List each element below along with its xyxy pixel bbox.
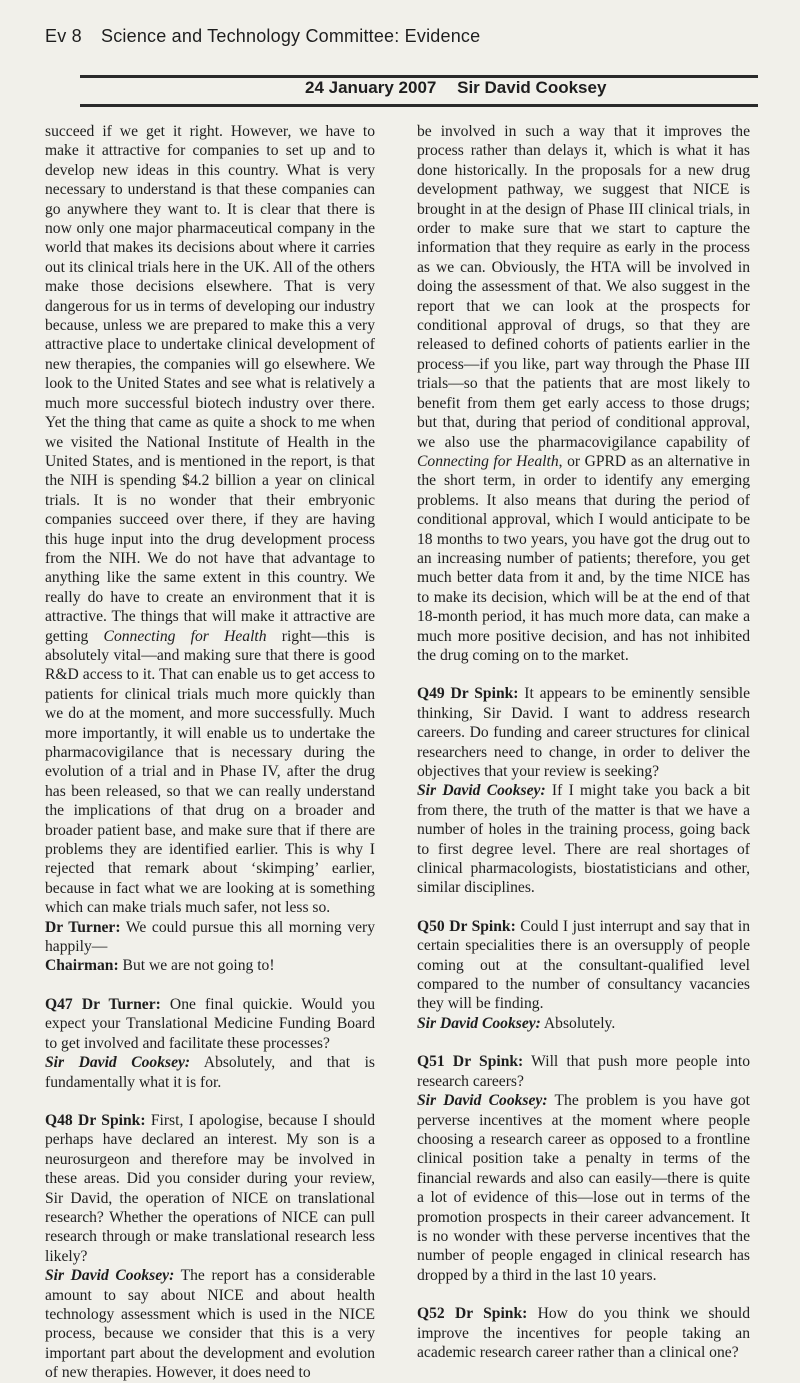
speaker-label: Q47 Dr Turner:	[45, 995, 161, 1013]
text: Absolutely, and that is fundamentally what it is for.	[45, 1054, 376, 1091]
text: First, I apologise, because I should perhaps have declared an interest. My son is a neurosurgeon and therefore may be involved in these areas. Did you consider during your review, Sir David, the operation of NICE on translational research? Whether the operations of NICE can pull research through or make translational research less likely?	[45, 1111, 375, 1265]
text: But we are not going to!	[118, 957, 275, 975]
answer-48	[45, 1266, 375, 1382]
speaker-label: Q52 Dr Spink:	[417, 1305, 528, 1323]
text: If I might take you back a bit from there, the truth of the matter is that we have a number of holes in the training process, going back to first degree level. There are real shortages of clinical pharmacologists, biostatisticians and other, similar disciplines.	[417, 782, 751, 897]
text: How do you think we should improve the incentives for people taking an academic research career rather than a clinical one?	[417, 1305, 750, 1361]
page-reference: Ev 8	[45, 26, 82, 46]
text: The problem is you have got perverse incentives at the moment where people choosing a research career as opposed to a frontline clinical position take a penalty in terms of the financial rewards and also can easily—there is quite a lot of evidence of this—lose out in terms of the promotion prospects in their career advancement. It is no wonder with these perverse incentives that the number of people engaged in clinical research has dropped by a third in the last 10 years.	[417, 1092, 750, 1284]
session-date: 24 January 2007	[305, 78, 437, 97]
text: be involved in such a way that it improves the process rather than delays it, which is what it has done historically. In the proposals for a new drug development pathway, we suggest that NICE is brought in at the design of Phase III clinical trials, in order to make sure that we start to capture the information that they require as early in the process as we can. Obviously, the HTA will be involved in doing the assessment of that. We also suggest in the report that we can look at the prospects for conditional approval of drugs, so that they are released to defined cohorts of patients earlier in the process—if you like, part way through the Phase III trials—so that the patients that are most likely to benefit from them get early access to those drugs; but that, during that period of conditional approval, we also use the pharmacovigilance capability of	[417, 123, 750, 451]
text: The report has a considerable amount to say about NICE and about health technology assessment which is used in the NICE process, because we consider that this is a very important part about the development and evolution of new therapies. However, it does need to	[45, 1267, 375, 1382]
speaker-label: Sir David Cooksey:	[45, 1054, 191, 1072]
answer-50	[417, 1014, 750, 1033]
right-column	[417, 122, 750, 1362]
publication-title: Science and Technology Committee: Evidence	[101, 26, 481, 46]
question-49	[417, 684, 750, 781]
text: We could pursue this all morning very happily—	[45, 918, 375, 956]
speaker-label: Dr Turner:	[45, 918, 121, 936]
witness-name: Sir David Cooksey	[457, 78, 607, 97]
answer-51	[417, 1091, 750, 1285]
speaker-label: Sir David Cooksey:	[417, 1092, 548, 1110]
emphasis-text: Connecting for Health	[417, 452, 559, 470]
speaker-label: Sir David Cooksey:	[417, 1014, 541, 1032]
question-48	[45, 1111, 375, 1266]
session-header	[305, 78, 606, 98]
speaker-label: Q49 Dr Spink:	[417, 685, 519, 703]
answer-47	[45, 1053, 375, 1092]
paragraph	[45, 918, 375, 957]
question-50	[417, 917, 750, 1014]
paragraph	[45, 956, 375, 975]
running-header	[45, 26, 480, 47]
speaker-label: Chairman:	[45, 957, 119, 975]
text: , or GPRD as an alternative in the short term, in order to identify any emerging problems. It also means that during the period of conditional approval, which I would anticipate to be 18 months to two years, you have got the drug out to an increasing number of patients; therefore, you get much better data from it and, by the time NICE has to make its decision, which will be at the end of that 18-month period, it has much more data, can make a much more positive decision, and has not inhibited the drug coming on to the market.	[417, 452, 750, 664]
speaker-label: Sir David Cooksey:	[45, 1267, 175, 1285]
left-column	[45, 122, 375, 1383]
speaker-label: Sir David Cooksey:	[417, 782, 546, 800]
text: One final quickie. Would you expect your Translational Medicine Funding Board to get involved and facilitate these processes?	[45, 995, 375, 1052]
speaker-label: Q51 Dr Spink:	[417, 1053, 524, 1071]
text: Could I just interrupt and say that in certain specialities there is an oversupply of people coming out at the consultant-qualified level compared to the number of consultancy vacancies they will be finding.	[417, 917, 751, 1013]
header-rule-bottom	[80, 104, 758, 107]
text: Absolutely.	[540, 1014, 616, 1032]
text: right—this is absolutely vital—and making sure that there is good R&D access to it. That can enable us to get access to patients for clinical trials much more quickly than we do at the moment, and more successfully. Much more importantly, it will enable us to undertake the pharmacovigilance that is necessary during the evolution of a trial and in Phase IV, after the drug has been released, so that we can really understand the implications of that drug on a broader and broader patient base, and make sure that if there are problems they are identified earlier. This is why I rejected that remark about ‘skimping’ earlier, because in fact what we are looking at is something which can make trials much safer, not less so.	[45, 627, 375, 917]
speaker-label: Q50 Dr Spink:	[417, 917, 516, 935]
emphasis-text: Connecting for Health	[103, 627, 267, 645]
text: It appears to be eminently sensible thinking, Sir David. I want to address research careers. Do funding and career structures for clinical researchers need to change, in order to deliver the objectives that your review is seeking?	[417, 685, 750, 780]
text: succeed if we get it right. However, we have to make it attractive for companies to set up and to develop new ideas in this country. What is very necessary to understand is that these companies can go anywhere they want to. It is clear that there is now only one major pharmaceutical company in the world that makes its decisions about where it carries out its clinical trials here in the UK. All of the others make those decisions elsewhere. That is very dangerous for us in terms of developing our industry because, unless we are prepared to make this a very attractive place to undertake clinical development of new therapies, the companies will go elsewhere. We look to the United States and see what is relatively a much more successful biotech industry over there. Yet the thing that came as quite a shock to me when we visited the National Institute of Health in the United States, and is mentioned in the report, is that the NIH is spending $4.2 billion a year on clinical trials. It is no wonder that their embryonic companies succeed over there, if they are having this huge input into the drug development process from the NIH. We do not have that advantage to anything like the same extent in this country. We really do have to create an environment that it is attractive. The things that will make it attractive are getting	[45, 123, 375, 645]
answer-49	[417, 781, 750, 897]
paragraph	[417, 122, 750, 665]
question-51	[417, 1052, 750, 1091]
question-52	[417, 1304, 750, 1362]
paragraph	[45, 122, 375, 918]
question-47	[45, 995, 375, 1053]
speaker-label: Q48 Dr Spink:	[45, 1111, 146, 1129]
text: Will that push more people into research careers?	[417, 1053, 750, 1090]
